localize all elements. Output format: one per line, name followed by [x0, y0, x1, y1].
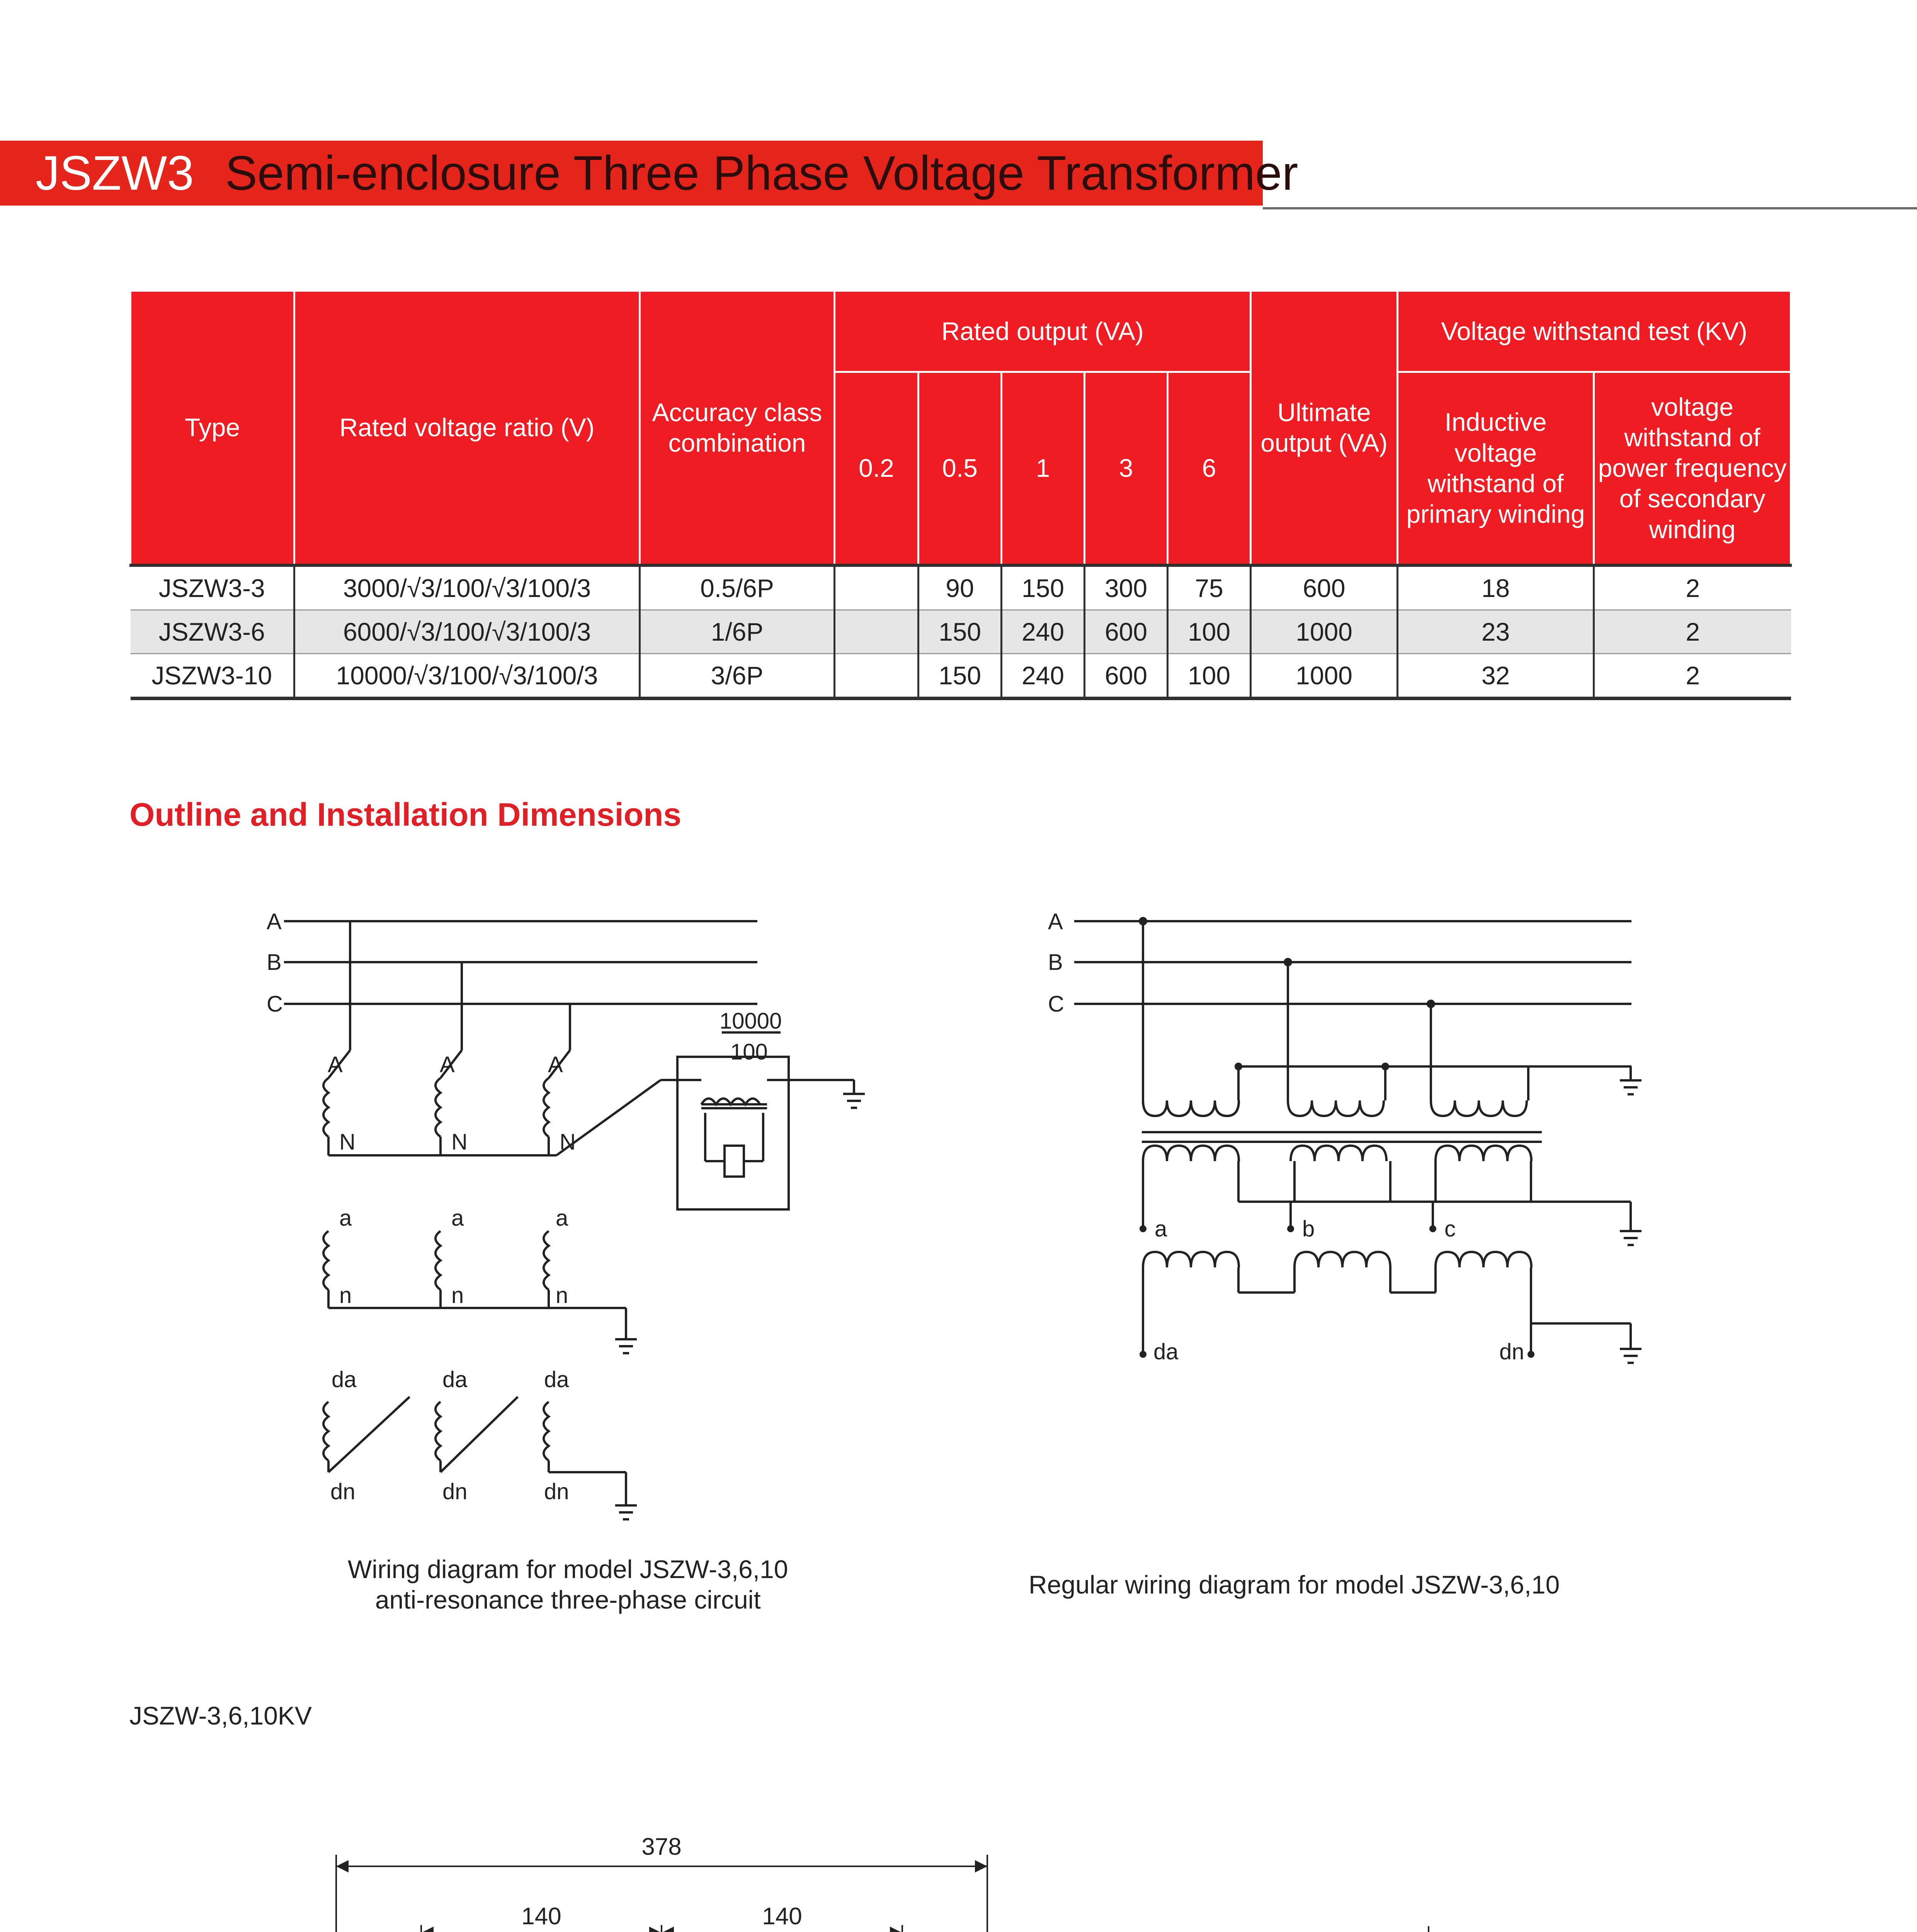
bus-label-b: B [267, 950, 282, 975]
header-inductive: Inductive voltage withstand of primary winding [1398, 372, 1594, 565]
caption-left-line2: anti-resonance three-phase circuit [375, 1585, 761, 1614]
cell-output-6: 100 [1168, 653, 1251, 698]
cell-output-1: 240 [1002, 653, 1085, 698]
tertiary-bottom-label: dn [544, 1479, 569, 1504]
cell-inductive: 23 [1398, 610, 1594, 653]
cell-output-05: 150 [919, 610, 1002, 653]
cell-power: 2 [1594, 610, 1791, 653]
primary-top-label: A [440, 1052, 455, 1077]
caption-left-line1: Wiring diagram for model JSZW-3,6,10 [348, 1555, 788, 1583]
secondary-bottom-label: n [556, 1283, 568, 1308]
header-accuracy: Accuracy class combination [640, 291, 835, 565]
cell-ratio: 10000/√3/100/√3/100/3 [294, 653, 640, 698]
cell-type: JSZW3-6 [131, 610, 294, 653]
cell-ratio: 3000/√3/100/√3/100/3 [294, 565, 640, 610]
header-ratio: Rated voltage ratio (V) [294, 291, 640, 565]
header-class: 1 [1002, 372, 1085, 565]
secondary-top-label: a [556, 1206, 568, 1231]
header-class: 6 [1168, 372, 1251, 565]
cell-accuracy: 3/6P [640, 653, 835, 698]
cell-type: JSZW3-10 [131, 653, 294, 698]
bus-label-c: C [267, 992, 283, 1017]
primary-bottom-label: N [560, 1129, 576, 1155]
tertiary-label-dn: dn [1499, 1339, 1524, 1364]
cell-accuracy: 1/6P [640, 610, 835, 653]
header-class: 0.2 [835, 372, 919, 565]
primary-top-label: A [328, 1052, 343, 1077]
cell-power: 2 [1594, 565, 1791, 610]
cell-output-6: 100 [1168, 610, 1251, 653]
primary-bottom-label: N [451, 1129, 468, 1155]
cell-ratio: 6000/√3/100/√3/100/3 [294, 610, 640, 653]
tertiary-top-label: da [544, 1367, 569, 1392]
secondary-bottom-label: n [339, 1283, 352, 1308]
primary-top-label: A [548, 1052, 563, 1077]
header-class: 3 [1085, 372, 1168, 565]
cell-output-3: 600 [1085, 610, 1168, 653]
secondary-top-label: a [339, 1206, 352, 1231]
section-heading: Outline and Installation Dimensions [129, 796, 682, 833]
header-power-frequency: voltage withstand of power frequency of secondary winding [1594, 372, 1791, 565]
secondary-label-b: b [1302, 1216, 1315, 1242]
secondary-label-a: a [1155, 1216, 1167, 1242]
model-label: JSZW-3,6,10KV [129, 1701, 312, 1730]
header-rated-output: Rated output (VA) [835, 291, 1251, 372]
bus-label-a: A [1048, 909, 1063, 934]
caption-right: Regular wiring diagram for model JSZW-3,6,10 [1029, 1570, 1560, 1599]
ratio-numerator: 10000 [720, 1009, 782, 1034]
header-ultimate: Ultimate output (VA) [1251, 291, 1398, 565]
primary-bottom-label: N [339, 1129, 356, 1155]
tertiary-top-label: da [332, 1367, 357, 1392]
bus-label-b: B [1048, 950, 1063, 975]
tertiary-top-label: da [442, 1367, 468, 1392]
title-text: Semi-enclosure Three Phase Voltage Transformer [211, 146, 1298, 200]
dim-spacing-left: 140 [521, 1903, 561, 1930]
cell-output-3: 600 [1085, 653, 1168, 698]
cell-inductive: 18 [1398, 565, 1594, 610]
header-withstand: Voltage withstand test (KV) [1398, 291, 1791, 372]
cell-output-1: 150 [1002, 565, 1085, 610]
secondary-bottom-label: n [451, 1283, 464, 1308]
tertiary-bottom-label: dn [442, 1479, 468, 1504]
ratio-denominator: 100 [730, 1039, 768, 1065]
cell-power: 2 [1594, 653, 1791, 698]
tertiary-bottom-label: dn [330, 1479, 356, 1504]
header-type: Type [131, 291, 294, 565]
cell-output-3: 300 [1085, 565, 1168, 610]
secondary-top-label: a [451, 1206, 464, 1231]
cell-ultimate: 600 [1251, 565, 1398, 610]
cell-ultimate: 1000 [1251, 610, 1398, 653]
cell-accuracy: 0.5/6P [640, 565, 835, 610]
cell-type: JSZW3-3 [131, 565, 294, 610]
cell-output-6: 75 [1168, 565, 1251, 610]
secondary-label-c: c [1444, 1216, 1456, 1242]
cell-ultimate: 1000 [1251, 653, 1398, 698]
cell-output-05: 90 [919, 565, 1002, 610]
bus-label-a: A [267, 909, 282, 934]
cell-output-1: 240 [1002, 610, 1085, 653]
tertiary-label-da: da [1153, 1339, 1179, 1364]
cell-inductive: 32 [1398, 653, 1594, 698]
title-model: JSZW3 [36, 146, 194, 200]
header-class: 0.5 [919, 372, 1002, 565]
cell-output-05: 150 [919, 653, 1002, 698]
dim-spacing-right: 140 [762, 1903, 802, 1930]
dim-overall-top: 378 [641, 1833, 682, 1860]
bus-label-c: C [1048, 992, 1064, 1017]
